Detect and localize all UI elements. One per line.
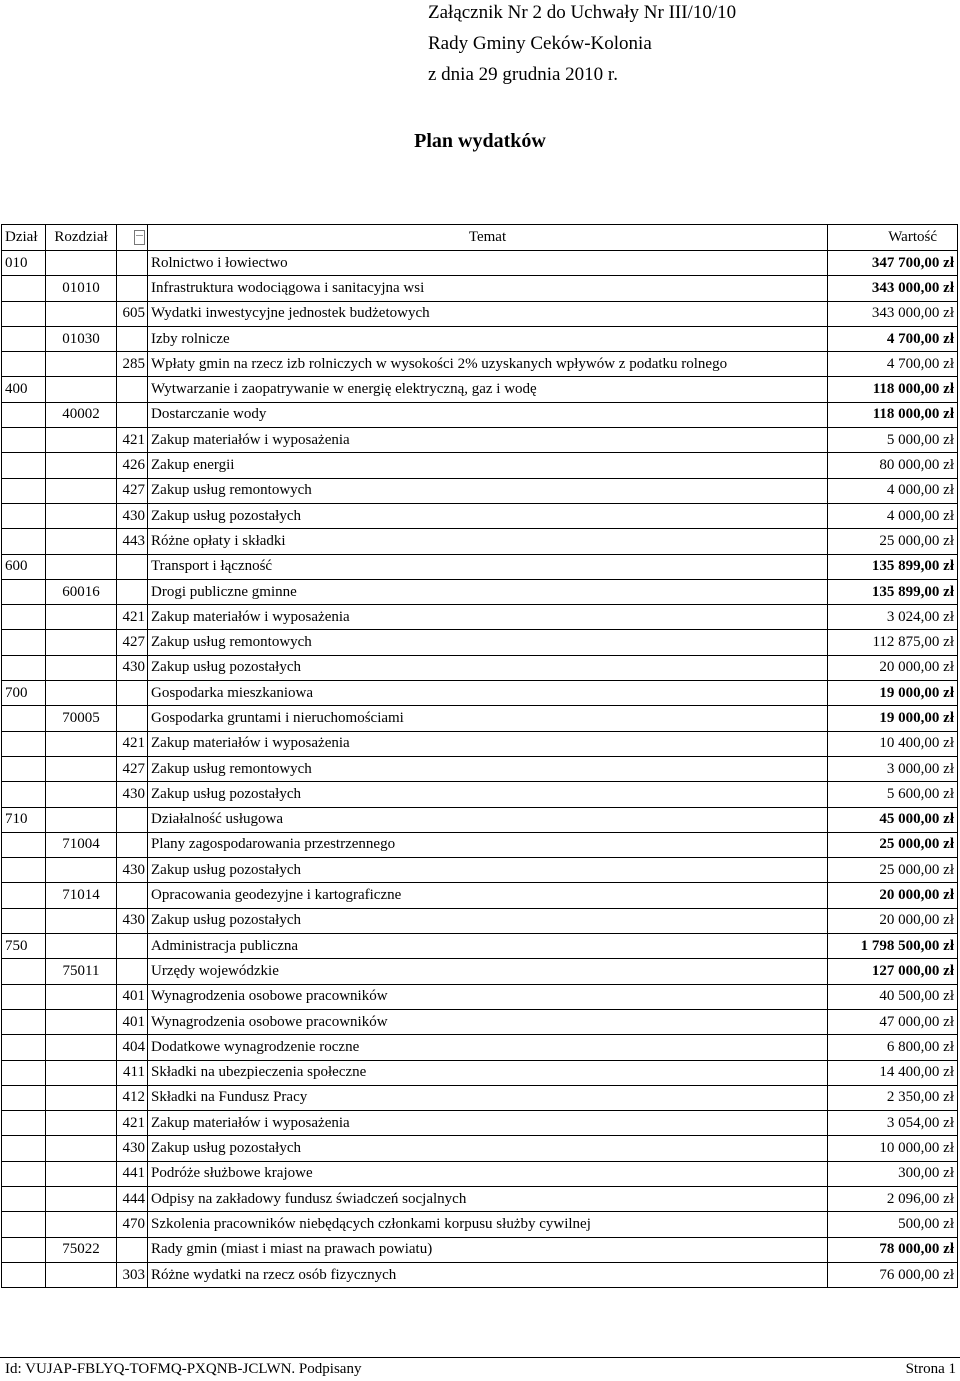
cell-value: 4 000,00 zł (828, 478, 958, 503)
cell-value: 25 000,00 zł (828, 858, 958, 883)
cell-dzial (2, 630, 46, 655)
cell-rozdzial (46, 554, 117, 579)
cell-rozdzial (46, 301, 117, 326)
cell-value: 80 000,00 zł (828, 453, 958, 478)
cell-rozdzial (46, 1035, 117, 1060)
cell-name: Infrastruktura wodociągowa i sanitacyjna wsi (148, 276, 828, 301)
table-row (2, 984, 958, 1009)
cell-value: 500,00 zł (828, 1212, 958, 1237)
cell-rozdzial (46, 807, 117, 832)
cell-paragraph (117, 326, 148, 351)
cell-paragraph (117, 883, 148, 908)
table-row (2, 782, 958, 807)
cell-dzial: 750 (2, 934, 46, 959)
cell-rozdzial (46, 681, 117, 706)
cell-name: Zakup usług pozostałych (148, 858, 828, 883)
footer-page-number: Strona 1 (905, 1361, 956, 1377)
cell-dzial (2, 908, 46, 933)
table-row (2, 377, 958, 402)
table-row (2, 251, 958, 276)
table-row (2, 352, 958, 377)
cell-name: Urzędy wojewódzkie (148, 959, 828, 984)
cell-name: Wpłaty gmin na rzecz izb rolniczych w wysokości 2% uzyskanych wpływów z podatku rolnego (148, 352, 828, 377)
cell-paragraph (117, 706, 148, 731)
table-row (2, 1161, 958, 1186)
cell-paragraph (117, 807, 148, 832)
cell-rozdzial (46, 1060, 117, 1085)
cell-rozdzial (46, 1085, 117, 1110)
expense-table (1, 224, 958, 1288)
cell-value: 14 400,00 zł (828, 1060, 958, 1085)
cell-value: 4 000,00 zł (828, 503, 958, 528)
cell-dzial (2, 883, 46, 908)
cell-name: Zakup materiałów i wyposażenia (148, 731, 828, 756)
cell-name: Zakup usług remontowych (148, 756, 828, 781)
table-row (2, 529, 958, 554)
cell-paragraph (117, 832, 148, 857)
header-line-1: Załącznik Nr 2 do Uchwały Nr III/10/10 (428, 2, 737, 23)
table-row (2, 1085, 958, 1110)
table-row (2, 326, 958, 351)
cell-dzial (2, 1060, 46, 1085)
cell-dzial (2, 984, 46, 1009)
cell-dzial (2, 756, 46, 781)
cell-paragraph: 427 (117, 630, 148, 655)
cell-name: Gospodarka mieszkaniowa (148, 681, 828, 706)
cell-paragraph: 421 (117, 605, 148, 630)
cell-paragraph: 441 (117, 1161, 148, 1186)
cell-name: Różne opłaty i składki (148, 529, 828, 554)
cell-name: Zakup usług pozostałych (148, 908, 828, 933)
cell-name: Zakup usług pozostałych (148, 782, 828, 807)
table-row (2, 756, 958, 781)
cell-value: 20 000,00 zł (828, 883, 958, 908)
cell-paragraph: 421 (117, 1111, 148, 1136)
table-row (2, 428, 958, 453)
cell-value: 3 000,00 zł (828, 756, 958, 781)
table-row (2, 301, 958, 326)
table-row (2, 883, 958, 908)
cell-name: Dostarczanie wody (148, 402, 828, 427)
cell-dzial (2, 605, 46, 630)
cell-dzial (2, 1111, 46, 1136)
cell-rozdzial (46, 1009, 117, 1034)
cell-dzial: 010 (2, 251, 46, 276)
cell-paragraph: 411 (117, 1060, 148, 1085)
cell-rozdzial: 01030 (46, 326, 117, 351)
cell-name: Różne wydatki na rzecz osób fizycznych (148, 1262, 828, 1287)
cell-rozdzial (46, 630, 117, 655)
table-row (2, 453, 958, 478)
cell-value: 135 899,00 zł (828, 579, 958, 604)
cell-rozdzial: 71014 (46, 883, 117, 908)
cell-dzial: 400 (2, 377, 46, 402)
cell-dzial (2, 655, 46, 680)
cell-paragraph (117, 959, 148, 984)
document-header (428, 0, 948, 90)
cell-dzial: 710 (2, 807, 46, 832)
cell-value: 20 000,00 zł (828, 908, 958, 933)
cell-paragraph: 285 (117, 352, 148, 377)
column-header-paragraph (117, 225, 148, 251)
cell-paragraph: 430 (117, 1136, 148, 1161)
cell-paragraph (117, 579, 148, 604)
cell-dzial (2, 959, 46, 984)
cell-dzial: 700 (2, 681, 46, 706)
cell-rozdzial (46, 756, 117, 781)
cell-paragraph: 470 (117, 1212, 148, 1237)
cell-rozdzial: 60016 (46, 579, 117, 604)
cell-rozdzial (46, 731, 117, 756)
cell-name: Zakup materiałów i wyposażenia (148, 1111, 828, 1136)
cell-paragraph (117, 681, 148, 706)
cell-value: 118 000,00 zł (828, 377, 958, 402)
cell-rozdzial (46, 655, 117, 680)
cell-value: 10 400,00 zł (828, 731, 958, 756)
cell-rozdzial (46, 1161, 117, 1186)
cell-paragraph: 404 (117, 1035, 148, 1060)
cell-value: 343 000,00 zł (828, 301, 958, 326)
cell-name: Opracowania geodezyjne i kartograficzne (148, 883, 828, 908)
cell-name: Gospodarka gruntami i nieruchomościami (148, 706, 828, 731)
table-row (2, 1009, 958, 1034)
cell-rozdzial (46, 352, 117, 377)
cell-rozdzial (46, 934, 117, 959)
cell-name: Izby rolnicze (148, 326, 828, 351)
cell-name: Zakup usług remontowych (148, 630, 828, 655)
cell-dzial (2, 503, 46, 528)
cell-value: 76 000,00 zł (828, 1262, 958, 1287)
table-row (2, 731, 958, 756)
table-row (2, 706, 958, 731)
table-row (2, 1136, 958, 1161)
cell-paragraph: 427 (117, 478, 148, 503)
header-line-3: z dnia 29 grudnia 2010 r. (428, 64, 618, 85)
cell-paragraph (117, 934, 148, 959)
cell-paragraph: 430 (117, 503, 148, 528)
cell-rozdzial (46, 529, 117, 554)
cell-name: Plany zagospodarowania przestrzennego (148, 832, 828, 857)
cell-name: Drogi publiczne gminne (148, 579, 828, 604)
cell-name: Zakup materiałów i wyposażenia (148, 428, 828, 453)
cell-rozdzial: 40002 (46, 402, 117, 427)
cell-name: Wytwarzanie i zaopatrywanie w energię elektryczną, gaz i wodę (148, 377, 828, 402)
table-row (2, 959, 958, 984)
cell-rozdzial: 75011 (46, 959, 117, 984)
cell-name: Dodatkowe wynagrodzenie roczne (148, 1035, 828, 1060)
cell-dzial (2, 782, 46, 807)
cell-rozdzial (46, 1136, 117, 1161)
cell-dzial: 600 (2, 554, 46, 579)
cell-value: 45 000,00 zł (828, 807, 958, 832)
cell-name: Składki na Fundusz Pracy (148, 1085, 828, 1110)
cell-paragraph (117, 554, 148, 579)
table-row (2, 1212, 958, 1237)
cell-rozdzial (46, 1186, 117, 1211)
cell-dzial (2, 1085, 46, 1110)
cell-paragraph (117, 251, 148, 276)
cell-rozdzial (46, 605, 117, 630)
cell-value: 135 899,00 zł (828, 554, 958, 579)
cell-name: Podróże służbowe krajowe (148, 1161, 828, 1186)
cell-dzial (2, 858, 46, 883)
table-row (2, 858, 958, 883)
cell-value: 112 875,00 zł (828, 630, 958, 655)
cell-value: 20 000,00 zł (828, 655, 958, 680)
cell-paragraph: 303 (117, 1262, 148, 1287)
cell-dzial (2, 428, 46, 453)
cell-dzial (2, 1262, 46, 1287)
cell-paragraph (117, 1237, 148, 1262)
cell-value: 347 700,00 zł (828, 251, 958, 276)
cell-rozdzial (46, 1212, 117, 1237)
table-row (2, 478, 958, 503)
cell-dzial (2, 579, 46, 604)
cell-dzial (2, 1212, 46, 1237)
cell-value: 118 000,00 zł (828, 402, 958, 427)
cell-value: 2 350,00 zł (828, 1085, 958, 1110)
column-header-wartosc: Wartość (828, 225, 958, 251)
cell-value: 1 798 500,00 zł (828, 934, 958, 959)
column-header-rozdzial: Rozdział (46, 225, 117, 251)
table-row (2, 630, 958, 655)
cell-name: Wynagrodzenia osobowe pracowników (148, 984, 828, 1009)
cell-name: Zakup usług remontowych (148, 478, 828, 503)
cell-dzial (2, 301, 46, 326)
cell-name: Zakup usług pozostałych (148, 655, 828, 680)
cell-dzial (2, 402, 46, 427)
cell-rozdzial (46, 503, 117, 528)
table-row (2, 276, 958, 301)
cell-name: Zakup usług pozostałych (148, 1136, 828, 1161)
cell-value: 78 000,00 zł (828, 1237, 958, 1262)
table-row (2, 554, 958, 579)
cell-name: Rolnictwo i łowiectwo (148, 251, 828, 276)
cell-value: 10 000,00 zł (828, 1136, 958, 1161)
cell-value: 343 000,00 zł (828, 276, 958, 301)
cell-dzial (2, 276, 46, 301)
table-row (2, 908, 958, 933)
cell-value: 40 500,00 zł (828, 984, 958, 1009)
cell-name: Rady gmin (miast i miast na prawach powiatu) (148, 1237, 828, 1262)
cell-dzial (2, 1186, 46, 1211)
cell-value: 300,00 zł (828, 1161, 958, 1186)
cell-paragraph: 430 (117, 908, 148, 933)
cell-paragraph: 401 (117, 1009, 148, 1034)
cell-dzial (2, 832, 46, 857)
cell-rozdzial: 70005 (46, 706, 117, 731)
cell-rozdzial (46, 858, 117, 883)
table-row (2, 1060, 958, 1085)
document-icon (134, 230, 145, 245)
table-row (2, 807, 958, 832)
cell-rozdzial: 01010 (46, 276, 117, 301)
cell-value: 2 096,00 zł (828, 1186, 958, 1211)
cell-value: 3 054,00 zł (828, 1111, 958, 1136)
cell-dzial (2, 352, 46, 377)
cell-paragraph: 412 (117, 1085, 148, 1110)
cell-paragraph (117, 402, 148, 427)
cell-dzial (2, 731, 46, 756)
cell-rozdzial (46, 377, 117, 402)
cell-paragraph: 401 (117, 984, 148, 1009)
cell-dzial (2, 529, 46, 554)
cell-name: Odpisy na zakładowy fundusz świadczeń socjalnych (148, 1186, 828, 1211)
table-row (2, 503, 958, 528)
cell-value: 25 000,00 zł (828, 832, 958, 857)
cell-paragraph (117, 377, 148, 402)
cell-paragraph: 430 (117, 858, 148, 883)
cell-name: Zakup energii (148, 453, 828, 478)
cell-paragraph: 605 (117, 301, 148, 326)
cell-paragraph: 426 (117, 453, 148, 478)
cell-rozdzial: 71004 (46, 832, 117, 857)
cell-paragraph (117, 276, 148, 301)
cell-paragraph: 443 (117, 529, 148, 554)
cell-value: 6 800,00 zł (828, 1035, 958, 1060)
cell-value: 19 000,00 zł (828, 681, 958, 706)
cell-value: 5 000,00 zł (828, 428, 958, 453)
cell-rozdzial (46, 478, 117, 503)
table-row (2, 605, 958, 630)
cell-value: 4 700,00 zł (828, 352, 958, 377)
footer-divider (0, 1357, 960, 1358)
table-row (2, 1262, 958, 1287)
table-row (2, 681, 958, 706)
table-row (2, 402, 958, 427)
cell-value: 47 000,00 zł (828, 1009, 958, 1034)
cell-name: Transport i łączność (148, 554, 828, 579)
cell-paragraph: 421 (117, 731, 148, 756)
cell-dzial (2, 1035, 46, 1060)
cell-rozdzial (46, 1262, 117, 1287)
cell-value: 19 000,00 zł (828, 706, 958, 731)
cell-rozdzial: 75022 (46, 1237, 117, 1262)
page-title: Plan wydatków (414, 130, 546, 152)
table-body (2, 251, 958, 1288)
table-row (2, 832, 958, 857)
cell-name: Wynagrodzenia osobowe pracowników (148, 1009, 828, 1034)
cell-value: 4 700,00 zł (828, 326, 958, 351)
cell-value: 127 000,00 zł (828, 959, 958, 984)
cell-dzial (2, 478, 46, 503)
cell-name: Zakup materiałów i wyposażenia (148, 605, 828, 630)
cell-rozdzial (46, 984, 117, 1009)
footer-document-id: Id: VUJAP-FBLYQ-TOFMQ-PXQNB-JCLWN. Podpisany (5, 1361, 362, 1377)
cell-name: Szkolenia pracowników niebędących członkami korpusu służby cywilnej (148, 1212, 828, 1237)
table-row (2, 1186, 958, 1211)
cell-paragraph: 430 (117, 782, 148, 807)
cell-paragraph: 427 (117, 756, 148, 781)
header-line-2: Rady Gminy Ceków-Kolonia (428, 33, 652, 54)
cell-dzial (2, 453, 46, 478)
cell-rozdzial (46, 453, 117, 478)
table-row (2, 1237, 958, 1262)
cell-value: 5 600,00 zł (828, 782, 958, 807)
table-row (2, 1035, 958, 1060)
cell-rozdzial (46, 908, 117, 933)
cell-name: Zakup usług pozostałych (148, 503, 828, 528)
table-row (2, 655, 958, 680)
cell-dzial (2, 706, 46, 731)
cell-rozdzial (46, 1111, 117, 1136)
table-row (2, 579, 958, 604)
cell-paragraph: 430 (117, 655, 148, 680)
column-header-dzial: Dział (2, 225, 46, 251)
cell-value: 3 024,00 zł (828, 605, 958, 630)
cell-rozdzial (46, 782, 117, 807)
table-header-row (2, 225, 958, 251)
cell-dzial (2, 1161, 46, 1186)
cell-value: 25 000,00 zł (828, 529, 958, 554)
column-header-temat: Temat (148, 225, 828, 251)
cell-paragraph: 444 (117, 1186, 148, 1211)
cell-dzial (2, 1136, 46, 1161)
cell-name: Administracja publiczna (148, 934, 828, 959)
cell-name: Wydatki inwestycyjne jednostek budżetowych (148, 301, 828, 326)
cell-rozdzial (46, 428, 117, 453)
cell-rozdzial (46, 251, 117, 276)
cell-dzial (2, 326, 46, 351)
table-row (2, 1111, 958, 1136)
cell-dzial (2, 1237, 46, 1262)
cell-name: Składki na ubezpieczenia społeczne (148, 1060, 828, 1085)
table-row (2, 934, 958, 959)
cell-name: Działalność usługowa (148, 807, 828, 832)
cell-paragraph: 421 (117, 428, 148, 453)
cell-dzial (2, 1009, 46, 1034)
